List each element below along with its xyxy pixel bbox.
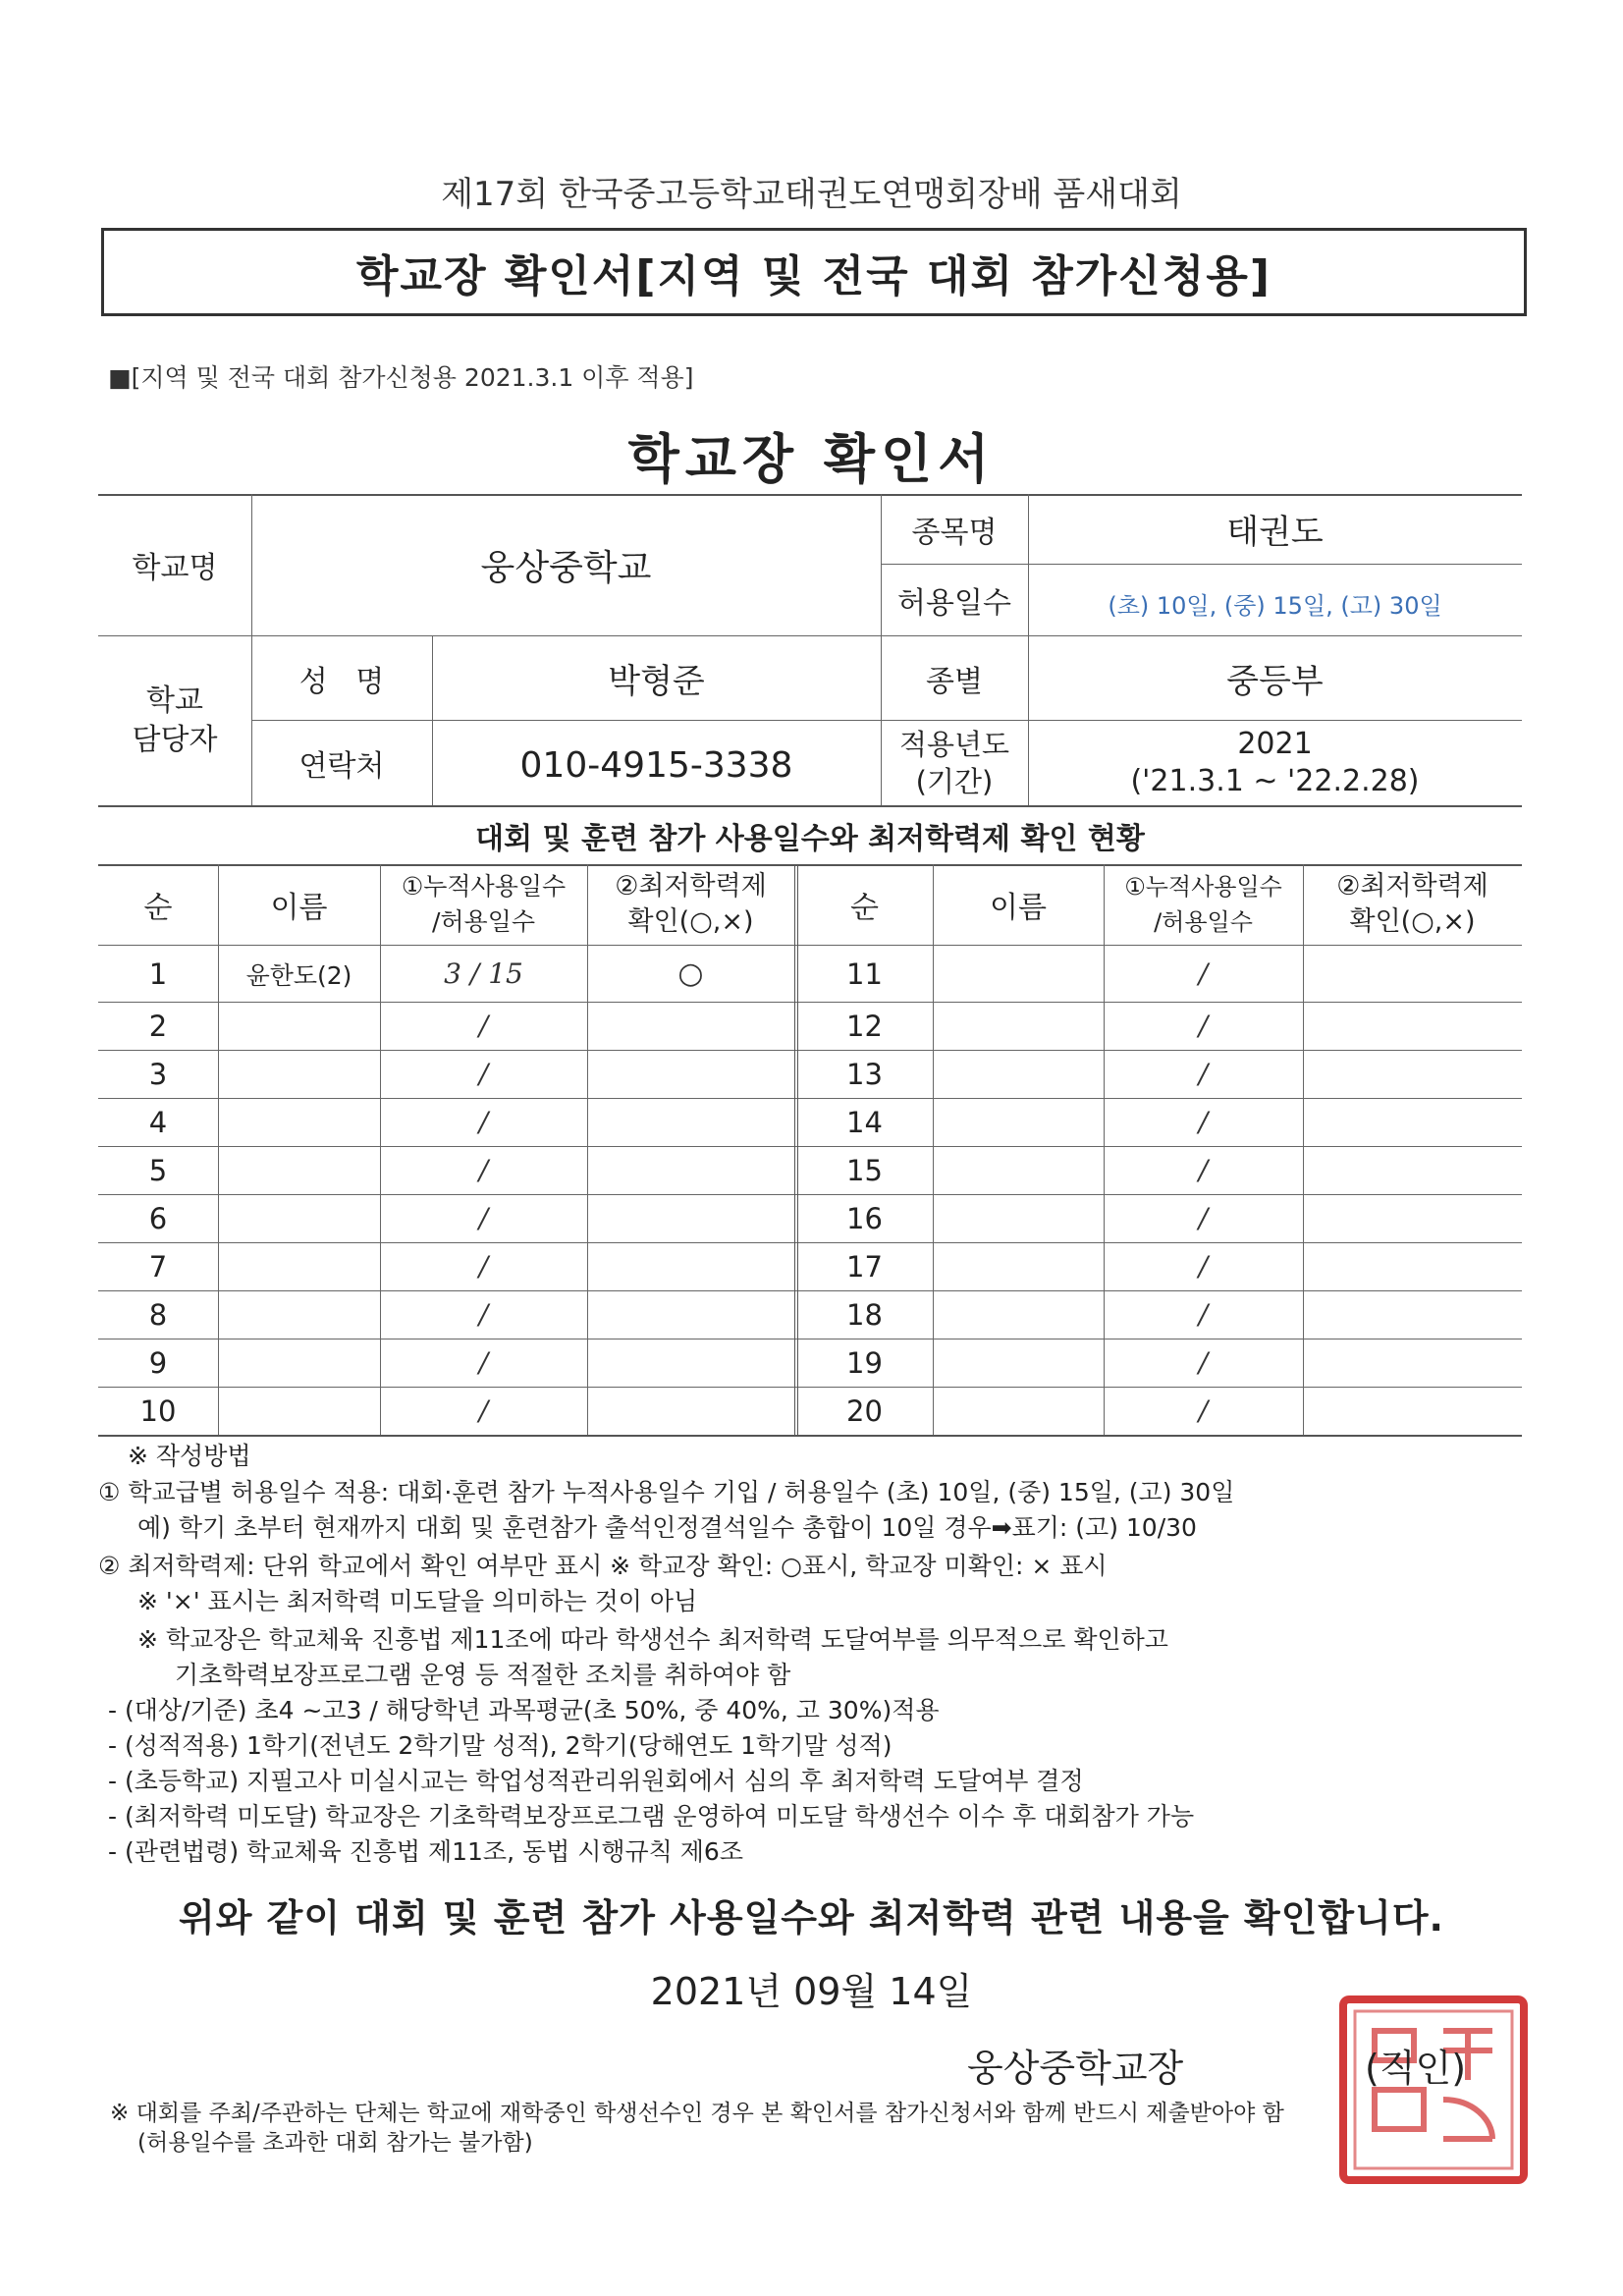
row-no: 10: [139, 1394, 177, 1428]
note-line: 기초학력보장프로그램 운영 등 적절한 조치를 취하여야 함: [175, 1661, 791, 1689]
note-line: 예) 학기 초부터 현재까지 대회 및 훈련참가 출석인정결석일수 총합이 10일 경우➡표기: (고) 10/30: [137, 1513, 1197, 1542]
row-no: 5: [148, 1153, 168, 1187]
sport-value: 태권도: [1226, 513, 1324, 552]
row-check: [1303, 1387, 1522, 1435]
row-no: 17: [846, 1249, 883, 1284]
row-days: /: [478, 1298, 489, 1331]
note-line: - (관련법령) 학교체육 진흥법 제11조, 동법 시행규칙 제6조: [108, 1837, 743, 1866]
row-no: 3: [148, 1057, 168, 1091]
year-value-line-2: ('21.3.1 ~ '22.2.28): [1130, 763, 1420, 798]
confirm-statement: 위와 같이 대회 및 훈련 참가 사용일수와 최저학력 관련 내용을 확인합니다.: [179, 1896, 1444, 1940]
row-days: /: [1198, 1010, 1209, 1042]
row-check: [587, 1290, 794, 1339]
row-no: 16: [846, 1201, 883, 1235]
row-name: [933, 1387, 1104, 1435]
row-check: [587, 1050, 794, 1098]
row-name: [933, 1339, 1104, 1387]
row-check: [587, 1194, 794, 1242]
row-check: [1303, 1242, 1522, 1290]
note-line: - (최저학력 미도달) 학교장은 기초학력보장프로그램 운영하여 미도달 학생선수 이수 후 대회참가 가능: [108, 1802, 1195, 1831]
note-line: ※ '×' 표시는 최저학력 미도달을 의미하는 것이 아님: [137, 1587, 698, 1615]
row-days: /: [478, 1346, 489, 1379]
row-days: /: [478, 1250, 489, 1283]
year-label-line-2: (기간): [915, 764, 994, 798]
header-min-line-2: 확인(○,×): [1349, 906, 1476, 937]
header-days-left: [380, 864, 587, 945]
row-check: [1303, 1098, 1522, 1146]
header-no-right: 순: [850, 891, 879, 925]
row-check: [1303, 1050, 1522, 1098]
row-check: [587, 1387, 794, 1435]
row-no: 7: [148, 1249, 168, 1284]
row-days: /: [1198, 957, 1209, 990]
manager-label-line-1: 학교: [146, 683, 203, 718]
contact-value: 010-4915-3338: [519, 745, 793, 786]
row-no: 6: [148, 1201, 168, 1235]
row-name: [218, 1339, 380, 1387]
row-name: [933, 1002, 1104, 1050]
row-check: ○: [677, 957, 704, 991]
row-no: 1: [148, 957, 168, 991]
year-label: [881, 720, 1028, 805]
row-name: [933, 1194, 1104, 1242]
header-min-left: [587, 864, 794, 945]
school-value: 웅상중학교: [480, 547, 652, 588]
row-days: /: [478, 1106, 489, 1138]
allowed-value: (초) 10일, (중) 15일, (고) 30일: [1108, 592, 1442, 620]
school-label: 학교명: [132, 551, 218, 585]
row-no: 2: [148, 1009, 168, 1043]
header-min-line-1: ②최저학력제: [615, 871, 767, 902]
row-check: [1303, 1339, 1522, 1387]
row-name: [933, 1050, 1104, 1098]
row-no: 19: [846, 1345, 883, 1380]
row-no: 14: [846, 1105, 883, 1139]
header-days-line-1: ①누적사용일수: [1124, 873, 1282, 901]
division-label: 종별: [926, 664, 983, 699]
manager-label-line-2: 담당자: [132, 723, 218, 757]
row-no: 12: [846, 1009, 883, 1043]
notes-heading: ※ 작성방법: [128, 1442, 251, 1470]
title-box: [101, 228, 1527, 316]
row-check: [587, 1242, 794, 1290]
header-days-line-2: /허용일수: [1154, 908, 1253, 936]
box-title: 학교장 확인서[지역 및 전국 대회 참가신청용]: [356, 251, 1271, 301]
row-name: [933, 946, 1104, 1002]
event-title: 제17회 한국중고등학교태권도연맹회장배 품새대회: [441, 175, 1182, 214]
name-label: 성 명: [298, 664, 385, 699]
sport-label: 종목명: [911, 515, 998, 550]
row-name: [218, 1290, 380, 1339]
row-days: /: [478, 1154, 489, 1186]
row-days: 3 / 15: [444, 957, 523, 990]
row-name: [933, 1242, 1104, 1290]
row-no: 4: [148, 1105, 168, 1139]
row-name: [218, 1194, 380, 1242]
row-name: [218, 1387, 380, 1435]
main-title: 학교장 확인서: [627, 428, 996, 490]
row-days: /: [1198, 1394, 1209, 1427]
row-no: 8: [148, 1297, 168, 1332]
row-no: 11: [846, 957, 883, 991]
row-no: 20: [846, 1394, 883, 1428]
note-line: ※ 학교장은 학교체육 진흥법 제11조에 따라 학생선수 최저학력 도달여부를 의무적으로 확인하고: [137, 1625, 1168, 1654]
applies-note: ■[지역 및 전국 대회 참가신청용 2021.3.1 이후 적용]: [108, 363, 694, 392]
header-min-line-1: ②최저학력제: [1336, 871, 1488, 902]
row-name: [218, 1098, 380, 1146]
row-days: /: [478, 1058, 489, 1090]
header-name-left: 이름: [270, 891, 328, 925]
status-title: 대회 및 훈련 참가 사용일수와 최저학력제 확인 현황: [475, 822, 1145, 856]
row-name: [218, 1146, 380, 1194]
row-check: [587, 1146, 794, 1194]
note-line: ① 학교급별 허용일수 적용: 대회·훈련 참가 누적사용일수 기입 / 허용일수 (초) 10일, (중) 15일, (고) 30일: [98, 1478, 1235, 1506]
row-check: [587, 1098, 794, 1146]
year-value-line-1: 2021: [1237, 726, 1313, 761]
date: 2021년 09월 14일: [650, 1970, 973, 2013]
header-min-line-2: 확인(○,×): [627, 906, 754, 937]
note-line: - (성적적용) 1학기(전년도 2학기말 성적), 2학기(당해연도 1학기말 성적): [108, 1731, 893, 1760]
row-days: /: [1198, 1298, 1209, 1331]
row-check: [1303, 946, 1522, 1002]
row-name: [933, 1290, 1104, 1339]
row-name: [933, 1146, 1104, 1194]
note-line: ② 최저학력제: 단위 학교에서 확인 여부만 표시 ※ 학교장 확인: ○표시, 학교장 미확인: × 표시: [98, 1552, 1108, 1580]
header-no-left: 순: [143, 891, 173, 925]
note-line: - (대상/기준) 초4 ~고3 / 해당학년 과목평균(초 50%, 중 40%, 고 30%)적용: [108, 1696, 940, 1724]
contact-label: 연락처: [298, 748, 385, 784]
division-value: 중등부: [1226, 662, 1324, 701]
principal: 웅상중학교장: [967, 2047, 1184, 2090]
header-name-right: 이름: [990, 891, 1047, 925]
seal-label: (직인): [1365, 2047, 1467, 2090]
row-days: /: [1198, 1058, 1209, 1090]
row-name: [218, 1050, 380, 1098]
row-check: [1303, 1146, 1522, 1194]
header-days-line-2: /허용일수: [431, 907, 536, 936]
note-line: - (초등학교) 지필고사 미실시교는 학업성적관리위원회에서 심의 후 최저학력 도달여부 결정: [108, 1767, 1084, 1795]
row-days: /: [1198, 1202, 1209, 1234]
row-no: 15: [846, 1153, 883, 1187]
row-name: [933, 1098, 1104, 1146]
row-days: /: [478, 1394, 489, 1427]
footer-note-1: ※ 대회를 주최/주관하는 단체는 학교에 재학중인 학생선수인 경우 본 확인서를 참가신청서와 함께 반드시 제출받아야 함: [110, 2101, 1284, 2126]
header-min-right: [1303, 864, 1522, 945]
row-days: /: [1198, 1250, 1209, 1283]
row-no: 13: [846, 1057, 883, 1091]
row-name: [218, 1242, 380, 1290]
year-label-line-1: 적용년도: [898, 727, 1010, 761]
manager-label: [98, 636, 251, 805]
row-no: 9: [148, 1345, 168, 1380]
row-days: /: [1198, 1154, 1209, 1186]
row-check: [587, 1002, 794, 1050]
row-no: 18: [846, 1297, 883, 1332]
row-name: [218, 1002, 380, 1050]
name-value: 박형준: [608, 662, 705, 701]
header-days-right: [1104, 864, 1303, 945]
year-value: [1028, 720, 1522, 805]
row-check: [1303, 1290, 1522, 1339]
row-check: [587, 1339, 794, 1387]
header-days-line-1: ①누적사용일수: [401, 872, 567, 901]
row-days: /: [1198, 1346, 1209, 1379]
row-days: /: [1198, 1106, 1209, 1138]
allowed-label: 허용일수: [897, 585, 1011, 621]
row-days: /: [478, 1010, 489, 1042]
row-check: [1303, 1002, 1522, 1050]
row-check: [1303, 1194, 1522, 1242]
row-days: /: [478, 1202, 489, 1234]
row-name: 윤한도(2): [245, 960, 352, 990]
footer-note-2: (허용일수를 초과한 대회 참가는 불가함): [137, 2130, 533, 2156]
